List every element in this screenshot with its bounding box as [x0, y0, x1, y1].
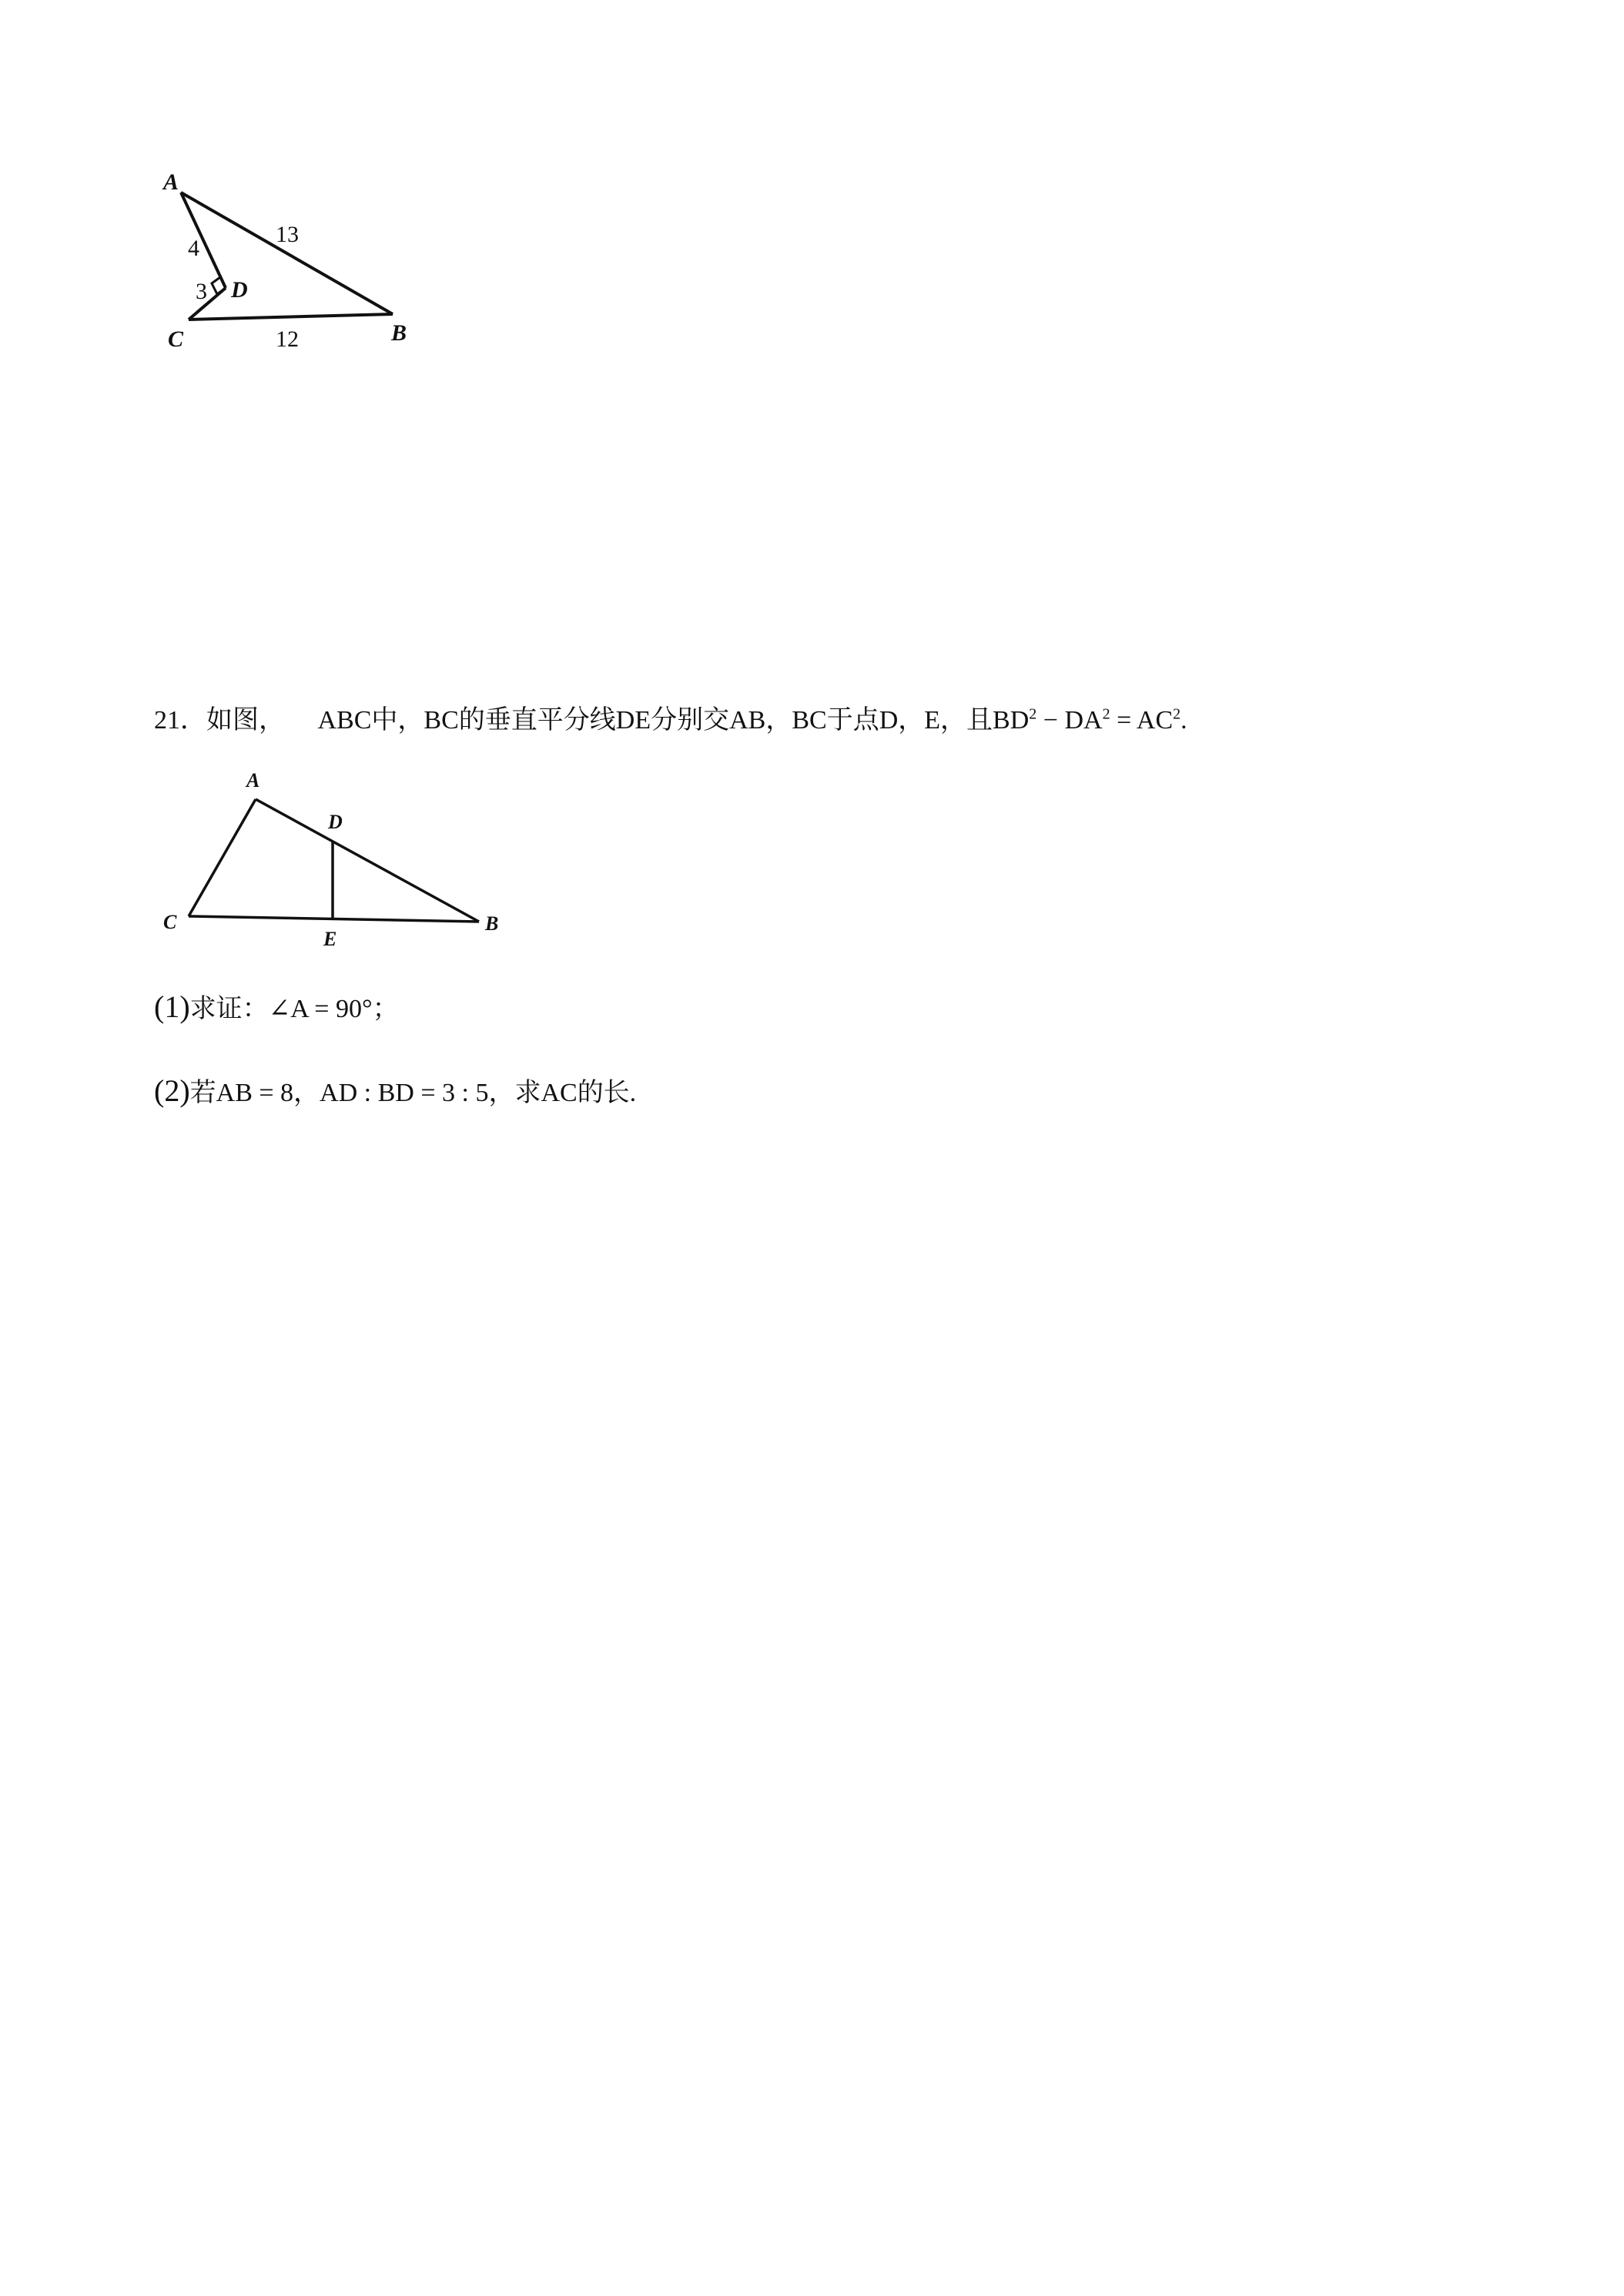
- length-label-ab: 13: [276, 222, 299, 247]
- sub2-math2: AD : BD = 3 : 5: [320, 1079, 489, 1107]
- sub1-end: ；: [372, 995, 399, 1023]
- q21-e: E: [924, 706, 941, 735]
- q21-text-mid1: 中，: [371, 706, 424, 735]
- sub-question-1: [154, 990, 399, 1026]
- length-label-ad: 4: [188, 236, 199, 261]
- sub2-text1: 若: [189, 1079, 216, 1107]
- q21-bd: BD: [993, 706, 1030, 735]
- q21-sq2: 2: [1102, 705, 1110, 723]
- edge-cb: [189, 314, 393, 320]
- edge-ac: [189, 799, 256, 916]
- question-21-statement: [154, 704, 1187, 738]
- length-label-cd: 3: [196, 279, 207, 304]
- q21-bc: BC: [424, 706, 459, 735]
- q21-sq3: 2: [1173, 705, 1181, 723]
- sub2-text2: ，求: [488, 1079, 541, 1107]
- sub2-number: (2): [154, 1073, 190, 1108]
- q21-de: DE: [615, 706, 651, 735]
- vertex-label-b: B: [391, 320, 407, 346]
- sub1-number: (1): [154, 989, 190, 1024]
- q21-triangle: ABC: [317, 706, 372, 735]
- edge-ab: [256, 799, 479, 922]
- q21-period: .: [1180, 706, 1187, 735]
- q21-minus: −: [1036, 706, 1065, 735]
- figure-2-diagram: [146, 762, 531, 962]
- q21-eq: =: [1110, 706, 1137, 735]
- q21-comma1: ，: [765, 706, 792, 735]
- q21-text-mid3: 分别交: [651, 706, 730, 735]
- q21-text-mid2: 的垂直平分线: [458, 706, 616, 735]
- vertex-label-d: D: [328, 811, 343, 833]
- vertex-label-c: C: [168, 326, 184, 352]
- q21-ab: AB: [729, 706, 766, 735]
- question-number: 21．: [154, 706, 206, 735]
- vertex-label-d: D: [231, 277, 248, 303]
- sub1-math: ∠A = 90°: [268, 995, 373, 1023]
- vertex-label-a: A: [163, 169, 179, 195]
- vertex-label-b: B: [485, 912, 499, 935]
- sub2-comma: ，: [293, 1079, 320, 1107]
- q21-text-before: 如图，: [206, 706, 285, 735]
- vertex-label-c: C: [163, 911, 177, 933]
- edge-ab: [181, 192, 393, 314]
- length-label-cb: 12: [276, 326, 299, 352]
- sub2-text3: 的长.: [577, 1079, 637, 1107]
- figure-1-diagram: [146, 154, 439, 370]
- q21-text-mid4: 于点: [826, 706, 879, 735]
- figure-1-edges: [181, 192, 393, 320]
- sub1-text: 求证：: [189, 995, 269, 1023]
- sub-question-2: [154, 1074, 636, 1110]
- q21-comma2: ，: [898, 706, 925, 735]
- q21-text-mid5: ，且: [940, 706, 993, 735]
- q21-ac: AC: [1136, 706, 1174, 735]
- q21-d: D: [879, 706, 899, 735]
- sub2-math3: AC: [541, 1079, 578, 1107]
- q21-bc2: BC: [792, 706, 827, 735]
- vertex-label-a: A: [246, 769, 260, 792]
- sub2-math1: AB = 8: [216, 1079, 294, 1107]
- q21-da: DA: [1064, 706, 1103, 735]
- vertex-label-e: E: [323, 928, 337, 950]
- q21-sq1: 2: [1029, 705, 1037, 723]
